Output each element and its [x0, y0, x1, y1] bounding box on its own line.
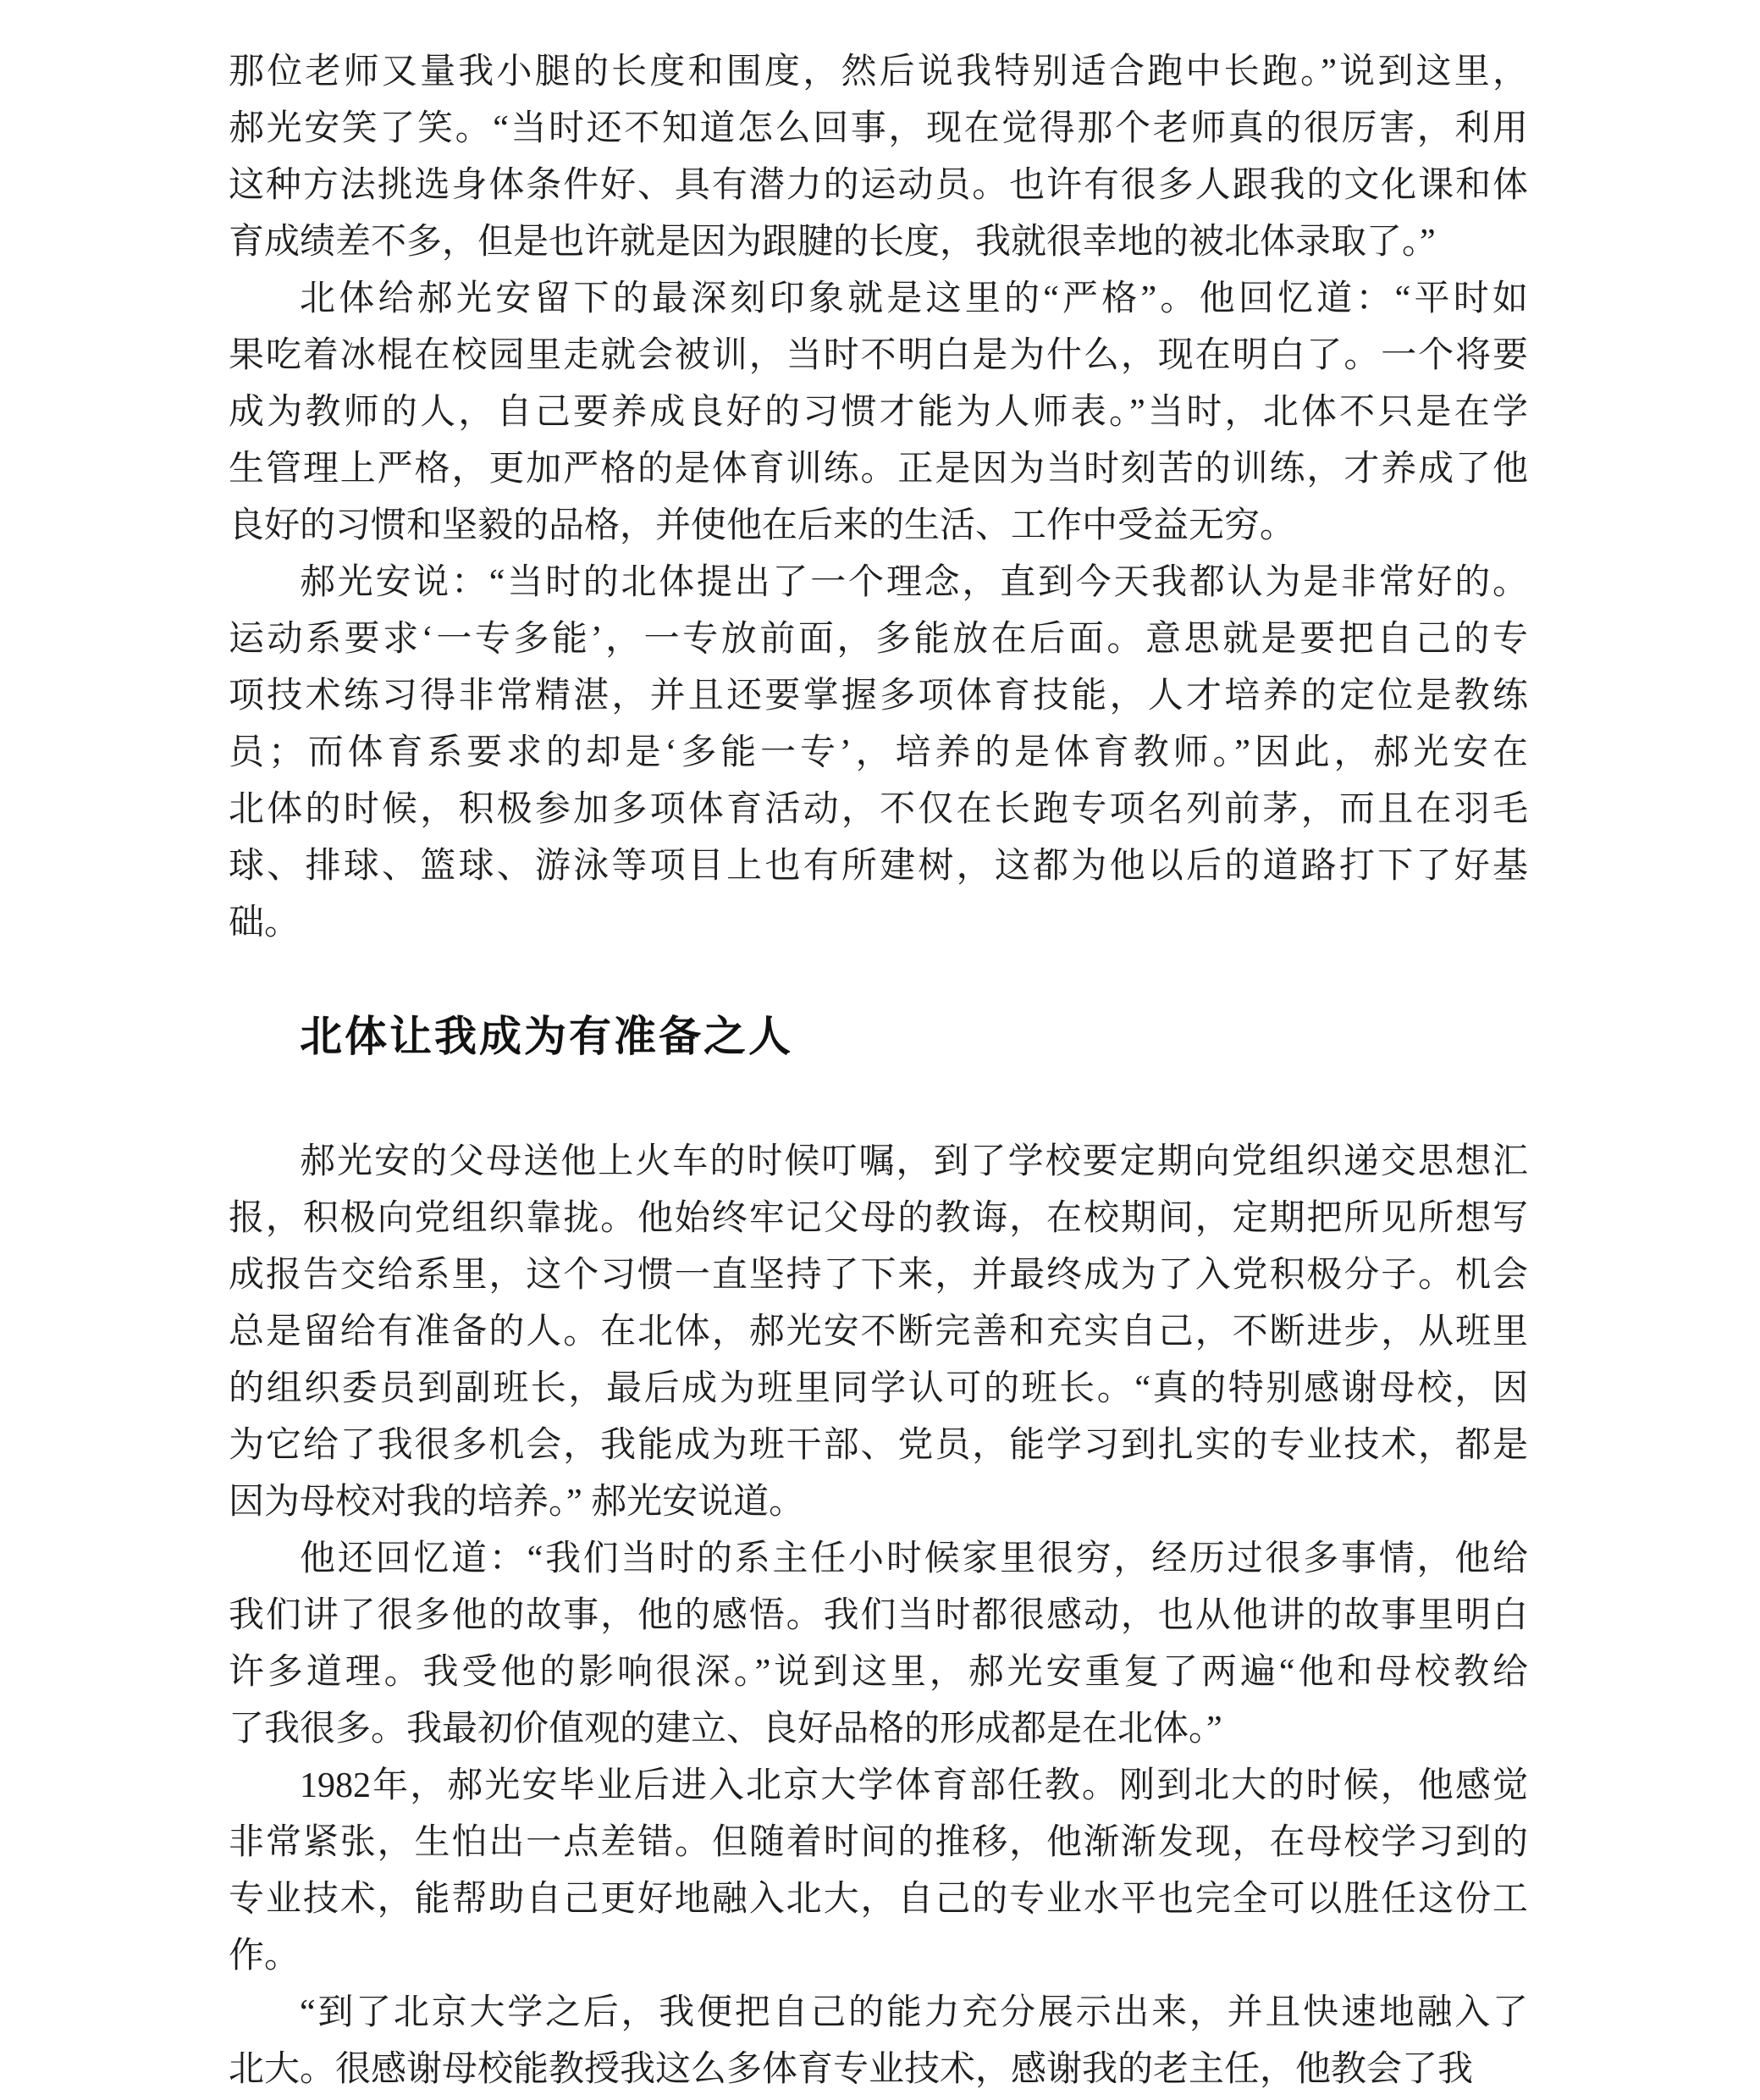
paragraph — [229, 1531, 1528, 1758]
text-line: 项技术练习得非常精湛，并且还要掌握多项体育技能，人才培养的定位是教练 — [229, 677, 1528, 716]
text-line: 因为母校对我的培养。” 郝光安说道。 — [229, 1483, 805, 1522]
text-line: 北体的时候，积极参加多项体育活动，不仅在长跑专项名列前茅，而且在羽毛 — [229, 790, 1528, 829]
text-line: 成为教师的人，自己要养成良好的习惯才能为人师表。”当时，北体不只是在学 — [229, 393, 1528, 432]
text-line: 员；而体育系要求的却是‘多能一专’，培养的是体育教师。”因此，郝光安在 — [229, 733, 1528, 772]
section-heading: 北体让我成为有准备之人 — [300, 1013, 793, 1060]
text-line: 为它给了我很多机会，我能成为班干部、党员，能学习到扎实的专业技术，都是 — [229, 1426, 1528, 1465]
text-line: 运动系要求‘一专多能’，一专放前面，多能放在后面。意思就是要把自己的专 — [229, 620, 1528, 659]
text-line: 非常紧张，生怕出一点差错。但随着时间的推移，他渐渐发现，在母校学习到的 — [229, 1823, 1528, 1862]
text-line: 许多道理。我受他的影响很深。”说到这里，郝光安重复了两遍“他和母校教给 — [229, 1653, 1528, 1692]
text-line: 报，积极向党组织靠拢。他始终牢记父母的教诲，在校期间，定期把所见所想写 — [229, 1199, 1528, 1238]
text-line: 北体给郝光安留下的最深刻印象就是这里的“严格”。他回忆道：“平时如 — [300, 279, 1528, 318]
text-line: 果吃着冰棍在校园里走就会被训，当时不明白是为什么，现在明白了。一个将要 — [229, 336, 1528, 375]
text-line: 生管理上严格，更加严格的是体育训练。正是因为当时刻苦的训练，才养成了他 — [229, 450, 1528, 489]
text-line: 作。 — [229, 1937, 301, 1976]
paragraph — [229, 1985, 1528, 2098]
text-line: 球、排球、篮球、游泳等项目上也有所建树，这都为他以后的道路打下了好基 — [229, 847, 1528, 886]
paragraph — [229, 1134, 1528, 1531]
paragraph — [229, 271, 1528, 555]
text-line: 我们讲了很多他的故事，他的感悟。我们当时都很感动，也从他讲的故事里明白 — [229, 1596, 1528, 1635]
text-line: 北大。很感谢母校能教授我这么多体育专业技术，感谢我的老主任，他教会了我 — [229, 2050, 1474, 2089]
paragraph — [229, 44, 1528, 271]
text-line: 郝光安笑了笑。“当时还不知道怎么回事，现在觉得那个老师真的很厉害，利用 — [229, 109, 1528, 148]
text-line: 础。 — [229, 904, 301, 942]
text-line: 这种方法挑选身体条件好、具有潜力的运动员。也许有很多人跟我的文化课和体 — [229, 166, 1528, 205]
text-line: 的组织委员到副班长，最后成为班里同学认可的班长。“真的特别感谢母校，因 — [229, 1369, 1528, 1408]
text-line: 郝光安说：“当时的北体提出了一个理念，直到今天我都认为是非常好的。 — [300, 563, 1528, 602]
text-line: 良好的习惯和坚毅的品格，并使他在后来的生活、工作中受益无穷。 — [229, 506, 1296, 545]
text-line: 郝光安的父母送他上火车的时候叮嘱，到了学校要定期向党组织递交思想汇 — [300, 1142, 1528, 1181]
text-line: 了我很多。我最初价值观的建立、良好品格的形成都是在北体。” — [229, 1710, 1222, 1749]
text-line: 那位老师又量我小腿的长度和围度，然后说我特别适合跑中长跑。”说到这里， — [229, 52, 1528, 91]
text-line: “到了北京大学之后，我便把自己的能力充分展示出来，并且快速地融入了 — [300, 1993, 1528, 2032]
text-line: 育成绩差不多，但是也许就是因为跟腱的长度，我就很幸地的被北体录取了。” — [229, 223, 1436, 262]
paragraph — [229, 1758, 1528, 1985]
text-line: 他还回忆道：“我们当时的系主任小时候家里很穷，经历过很多事情，他给 — [300, 1539, 1528, 1578]
text-column — [229, 44, 1528, 2098]
text-line: 总是留给有准备的人。在北体，郝光安不断完善和充实自己，不断进步，从班里 — [229, 1312, 1528, 1351]
paragraph — [229, 555, 1528, 952]
text-line: 1982年，郝光安毕业后进入北京大学体育部任教。刚到北大的时候，他感觉 — [300, 1766, 1528, 1805]
text-line: 成报告交给系里，这个习惯一直坚持了下来，并最终成为了入党积极分子。机会 — [229, 1256, 1528, 1295]
text-line: 专业技术，能帮助自己更好地融入北大，自己的专业水平也完全可以胜任这份工 — [229, 1880, 1528, 1919]
